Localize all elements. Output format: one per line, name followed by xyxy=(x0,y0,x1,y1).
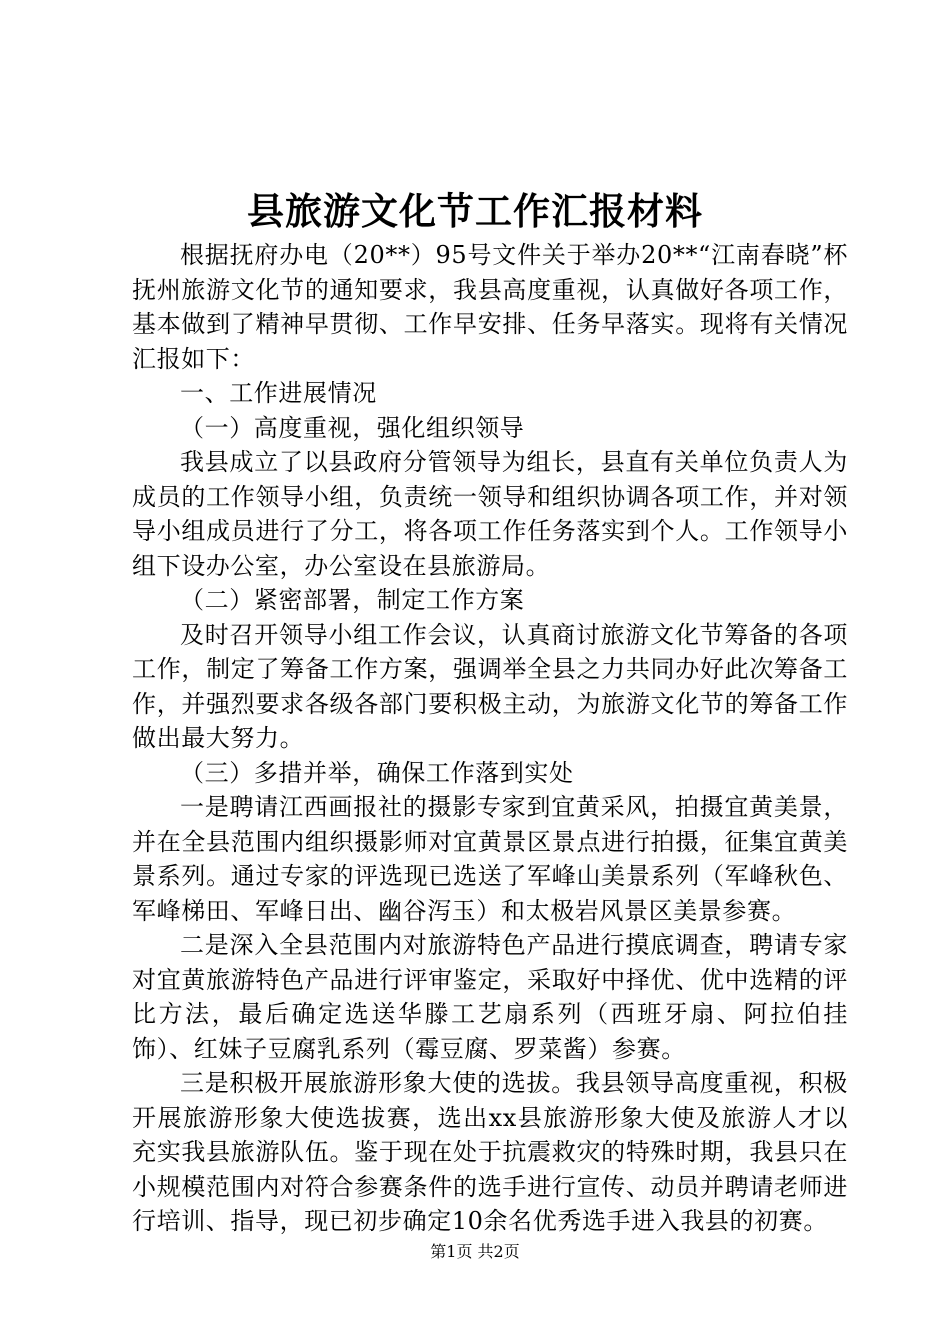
paragraph-measure-1: 一是聘请江西画报社的摄影专家到宜黄采风，拍摄宜黄美景，并在全县范围内组织摄影师对宜黄景区景点进行拍摄，征集宜黄美景系列。通过专家的评选现已选送了军峰山美景系列（军峰秋色、军峰梯田、军峰日出、幽谷泻玉）和太极岩风景区美景参赛。 xyxy=(132,793,848,925)
subsection-heading-3: （三）多措并举，确保工作落到实处 xyxy=(180,758,574,787)
subsection-heading-1: （一）高度重视，强化组织领导 xyxy=(180,413,525,442)
document-body xyxy=(132,238,848,1239)
paragraph-measure-3: 三是积极开展旅游形象大使的选拔。我县领导高度重视，积极开展旅游形象大使选拔赛，选出xx县旅游形象大使及旅游人才以充实我县旅游队伍。鉴于现在处于抗震救灾的特殊时期，我县只在小规模范围内对符合参赛条件的选手进行宣传、动员并聘请老师进行培训、指导，现已初步确定10余名优秀选手进入我县的初赛。 xyxy=(132,1069,848,1235)
paragraph-plan: 及时召开领导小组工作会议，认真商讨旅游文化节筹备的各项工作，制定了筹备工作方案，强调举全县之力共同办好此次筹备工作，并强烈要求各级各部门要积极主动，为旅游文化节的筹备工作做出最大努力。 xyxy=(132,620,848,752)
document-title: 县旅游文化节工作汇报材料 xyxy=(247,189,703,233)
paragraph-measure-2: 二是深入全县范围内对旅游特色产品进行摸底调查，聘请专家对宜黄旅游特色产品进行评审鉴定，采取好中择优、优中选精的评比方法，最后确定选送华滕工艺扇系列（西班牙扇、阿拉伯挂饰）、红妹子豆腐乳系列（霉豆腐、罗菜酱）参赛。 xyxy=(132,931,848,1063)
page-footer: 第1页 共2页 xyxy=(430,1242,520,1261)
section-heading-progress: 一、工作进展情况 xyxy=(180,379,377,407)
subsection-heading-2: （二）紧密部署，制定工作方案 xyxy=(180,586,525,614)
intro-paragraph: 根据抚府办电（20**）95号文件关于举办20**“江南春晓”杯抚州旅游文化节的通知要求，我县高度重视，认真做好各项工作，基本做到了精神早贯彻、工作早安排、任务早落实。现将有关情况汇报如下： xyxy=(132,241,848,373)
paragraph-leadership: 我县成立了以县政府分管领导为组长，县直有关单位负责人为成员的工作领导小组，负责统一领导和组织协调各项工作，并对领导小组成员进行了分工，将各项工作任务落实到个人。工作领导小组下设办公室，办公室设在县旅游局。 xyxy=(132,448,848,580)
